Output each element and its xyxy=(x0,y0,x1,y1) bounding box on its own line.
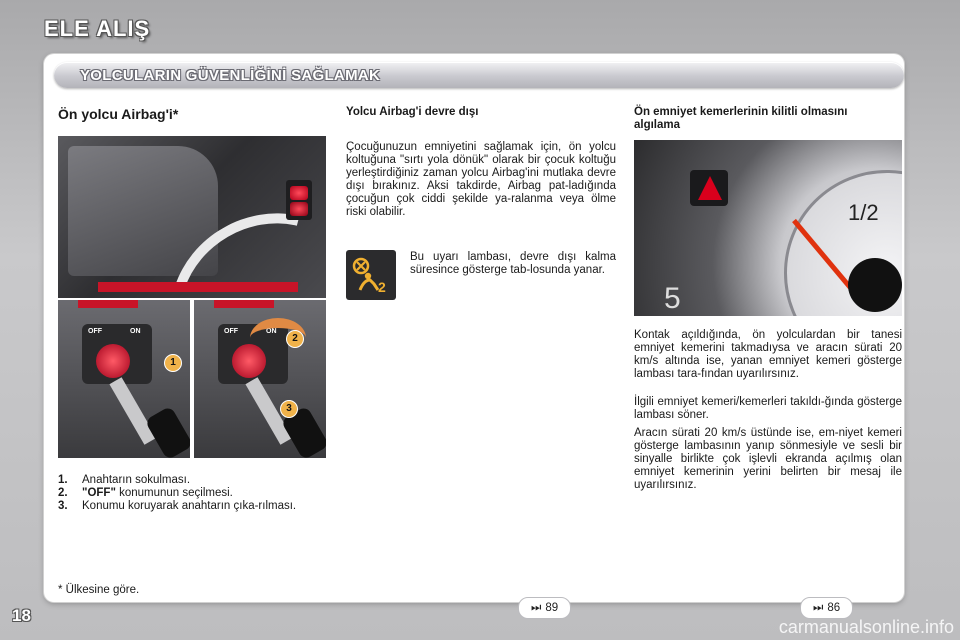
dashboard-photo xyxy=(58,136,326,298)
key-switch-photo-right xyxy=(194,300,326,458)
watermark: carmanualsonline.info xyxy=(778,617,954,637)
footnote: * Ülkesine göre. xyxy=(58,584,140,596)
instrument-cluster-photo xyxy=(634,140,902,316)
page-number: 18 xyxy=(12,606,31,625)
airbag-off-paragraph: Çocuğunuzun emniyetini sağlamak için, ön yolcu koltuğuna "sırtı yola dönük" olarak bir çocuk koltuğu yerleştirdiğiniz zaman yolcu Airbag'ini mutlaka devre dışı bırakınız. Aksi takdirde, Airbag pat-ladığında çocuğun çok ciddi şekilde ya-ralanma veya ölme riski olabilir. xyxy=(346,141,616,218)
steps-list xyxy=(58,474,328,513)
airbag-section-title: Ön yolcu Airbag'i* xyxy=(58,106,179,122)
step-badge-3: 3 xyxy=(280,400,298,418)
gauge-half-label: 1/2 xyxy=(848,200,879,225)
list-item: 3. Konumu koruyarak anahtarın çıka-rılması. xyxy=(58,500,297,512)
seatbelt-paragraph-1: Kontak açıldığında, ön yolculardan bir tanesi emniyet kemerini takmadıysa ve aracın sürati 20 km/s altında ise, yanan emniyet kemeri gösterge lambası tara-fından uyarılırsınız. xyxy=(634,329,902,380)
speedo-digit: 5 xyxy=(664,282,681,315)
section-title: YOLCULARIN GÜVENLİĞİNİ SAĞLAMAK xyxy=(80,67,381,84)
page-ref-link-89[interactable] xyxy=(518,597,571,619)
red-strip xyxy=(78,300,138,308)
list-item: 1. Anahtarın sokulması. xyxy=(58,474,191,486)
step-badge-2: 2 xyxy=(286,330,304,348)
warning-lamp-note: Bu uyarı lambası, devre dışı kalma süresince gösterge tab-losunda yanar. xyxy=(410,251,616,276)
seatbelt-paragraph-2: İlgili emniyet kemeri/kemerleri takıldı-ğında gösterge lambası söner. xyxy=(634,396,902,421)
off-label: OFF xyxy=(88,328,102,335)
key-switch-photo-left xyxy=(58,300,190,458)
page-ref-number: 89 xyxy=(545,602,559,614)
airbag-off-warning-glyph xyxy=(350,254,392,296)
page-ref-number: 86 xyxy=(827,602,841,614)
on-label: ON xyxy=(130,328,141,335)
on-label: ON xyxy=(266,328,277,335)
indicator-lamp-lower xyxy=(290,202,308,216)
key-blade xyxy=(109,377,156,445)
warning-triangle-icon xyxy=(698,176,722,200)
list-item: 2. "OFF" konumunun seçilmesi. xyxy=(58,487,233,499)
airbag-off-warning-icon xyxy=(346,250,396,300)
off-label: OFF xyxy=(224,328,238,335)
gauge-hub xyxy=(848,258,902,312)
red-strip xyxy=(98,282,298,292)
page-ref-link-86[interactable] xyxy=(800,597,853,619)
seatbelt-detection-title: Ön emniyet kemerlerinin kilitli olmasını algılama xyxy=(634,106,848,131)
svg-text:2: 2 xyxy=(378,279,386,295)
red-strip xyxy=(214,300,274,308)
step-badge-1: 1 xyxy=(164,354,182,372)
header-title: ELE ALIŞ xyxy=(44,16,151,41)
indicator-lamp xyxy=(290,186,308,200)
skip-forward-icon: ⏭ xyxy=(531,602,542,614)
seatbelt-paragraph-3: Aracın sürati 20 km/s üstünde ise, em-niyet kemeri gösterge lambasının yanıp sönmesiyle ve sesli bir sinyalle birlikte çok işlevli ekranda açılmış olan emniyet kemerinin yerini belirten bir mesaj ile uyarılırsınız. xyxy=(634,427,902,491)
airbag-off-title: Yolcu Airbag'i devre dışı xyxy=(346,106,479,118)
skip-forward-icon: ⏭ xyxy=(813,602,824,614)
key-fob xyxy=(145,406,190,458)
switch-knob xyxy=(96,344,130,378)
